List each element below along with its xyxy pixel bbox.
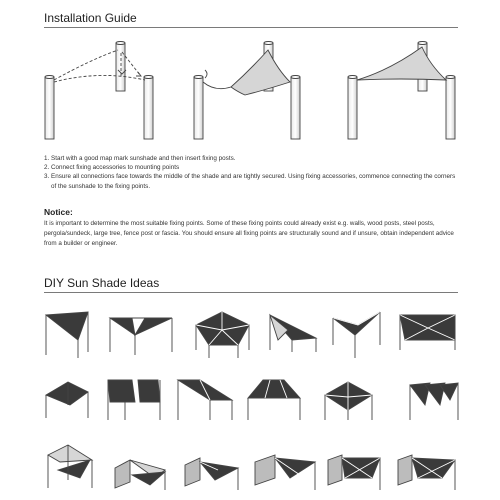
notice-title: Notice: bbox=[44, 207, 73, 217]
shade-idea bbox=[48, 445, 92, 488]
shade-idea bbox=[185, 458, 238, 490]
shade-idea bbox=[325, 382, 372, 420]
shade-idea bbox=[115, 460, 165, 490]
shade-idea bbox=[248, 380, 300, 420]
shade-idea bbox=[46, 382, 88, 418]
shade-idea bbox=[398, 455, 455, 490]
shade-idea bbox=[178, 380, 232, 420]
shade-idea bbox=[270, 315, 316, 352]
shade-idea bbox=[328, 455, 380, 490]
notice-body: It is important to determine the most suitable fixing points. Some of these fixing points could already exist e.g. walls, wood posts, steel posts, pergola/sundeck, large tree, fence post or fascia. You should ensure all fixing points are structurally sound and if unsure, obtain independent advice from a builder or engineer. bbox=[44, 220, 454, 248]
shade-idea bbox=[110, 318, 172, 355]
ideas-title: DIY Sun Shade Ideas bbox=[44, 276, 160, 290]
shade-idea bbox=[255, 455, 315, 490]
installation-step: 2. Connect fixing accessories to mounting points bbox=[44, 164, 180, 172]
shade-idea bbox=[333, 312, 380, 358]
shade-idea bbox=[410, 383, 458, 420]
installation-step: 1. Start with a good map mark sunshade and then insert fixing posts. bbox=[44, 155, 236, 162]
installation-guide-title: Installation Guide bbox=[44, 11, 137, 25]
shade-idea bbox=[46, 312, 88, 358]
shade-idea bbox=[108, 380, 160, 420]
installation-step: 3. Ensure all connections face towards the middle of the shade and are tightly secured. Using fixing accessories, commence connecting the corners of the sunshade to the fixing points. bbox=[44, 173, 456, 190]
shade-idea bbox=[196, 312, 249, 358]
shade-idea bbox=[400, 315, 455, 350]
